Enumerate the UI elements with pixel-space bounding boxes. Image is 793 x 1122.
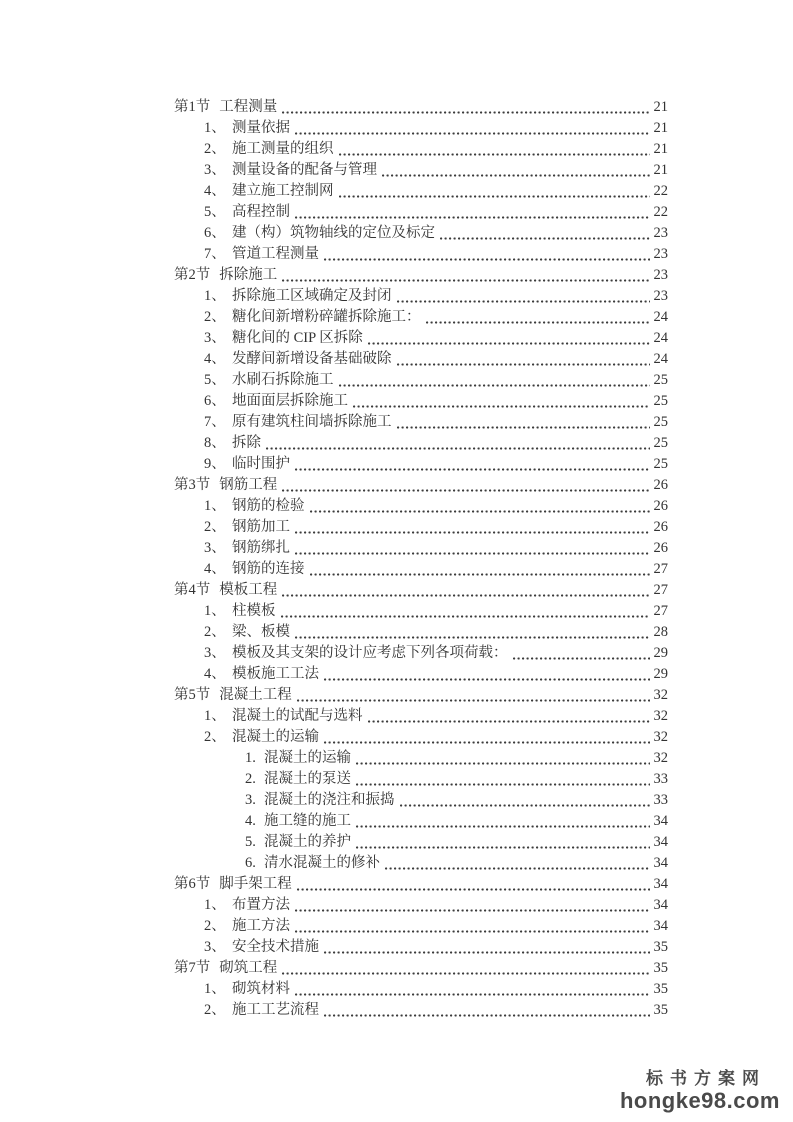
toc-entry-title: 管道工程测量: [232, 246, 319, 262]
toc-entry: [174, 202, 668, 223]
toc-entry-number: 9、: [204, 456, 226, 472]
toc-entry-page: 25: [653, 456, 668, 472]
toc-entry-page: 24: [653, 309, 668, 325]
toc-entry-page: 21: [653, 162, 668, 178]
toc-entry-page: 34: [653, 834, 668, 850]
toc-entry-number: 第1节: [174, 99, 211, 115]
watermark: [620, 1068, 780, 1112]
toc-entry: [174, 307, 668, 328]
toc-entry-title: 建（构）筑物轴线的定位及标定: [232, 225, 435, 241]
toc-entry: [174, 223, 668, 244]
toc-entry-page: 33: [653, 771, 668, 787]
toc-entry-number: 3、: [204, 330, 226, 346]
toc-entry: [174, 937, 668, 958]
toc-entry-title: 安全技术措施: [232, 939, 319, 955]
toc-entry-title: 发酵间新增设备基础破除: [232, 351, 392, 367]
toc-entry-page: 21: [653, 99, 668, 115]
toc-leader-dots: [295, 531, 650, 534]
toc-leader-dots: [297, 888, 650, 891]
toc-entry-page: 27: [653, 582, 668, 598]
toc-leader-dots: [324, 258, 650, 261]
toc-entry-title: 建立施工控制网: [232, 183, 334, 199]
toc-entry: [174, 622, 668, 643]
toc-entry-title: 施工缝的施工: [264, 813, 351, 829]
toc-entry: [174, 664, 668, 685]
toc-entry: [174, 874, 668, 895]
toc-entry-number: 第5节: [174, 687, 211, 703]
toc-entry: [174, 118, 668, 139]
toc-entry-number: 3.: [245, 792, 256, 808]
toc-entry-title: 柱模板: [232, 603, 276, 619]
toc-entry-number: 第2节: [174, 267, 211, 283]
toc-leader-dots: [310, 510, 651, 513]
toc-entry-page: 21: [653, 141, 668, 157]
toc-entry-title: 工程测量: [219, 99, 278, 115]
toc-entry-number: 第4节: [174, 582, 211, 598]
toc-entry-title: 临时围护: [232, 456, 290, 472]
toc-entry-title: 施工工艺流程: [232, 1002, 319, 1018]
toc-entry-page: 25: [653, 435, 668, 451]
toc-entry-number: 3、: [204, 645, 226, 661]
toc-leader-dots: [295, 552, 650, 555]
toc-entry-title: 地面面层拆除施工: [232, 393, 348, 409]
toc-leader-dots: [324, 741, 650, 744]
toc-entry: [174, 97, 668, 118]
toc-entry-number: 1、: [204, 897, 226, 913]
toc-entry: [174, 538, 668, 559]
toc-leader-dots: [513, 657, 651, 660]
toc-entry-title: 水刷石拆除施工: [232, 372, 334, 388]
toc-entry-title: 模板工程: [219, 582, 278, 598]
toc-entry-number: 1、: [204, 708, 226, 724]
watermark-site-name: 标书方案网: [646, 1069, 766, 1088]
toc-entry-title: 高程控制: [232, 204, 290, 220]
toc-entry-page: 24: [653, 330, 668, 346]
toc-leader-dots: [397, 300, 651, 303]
toc-entry: [174, 643, 668, 664]
toc-entry-page: 32: [653, 708, 668, 724]
toc-entry: [174, 748, 668, 769]
toc-entry-title: 混凝土的泵送: [264, 771, 351, 787]
toc-entry-page: 26: [653, 540, 668, 556]
toc-leader-dots: [368, 720, 651, 723]
toc-entry-title: 糖化间的 CIP 区拆除: [232, 330, 363, 346]
toc-entry-page: 35: [653, 981, 668, 997]
toc-entry-title: 钢筋工程: [219, 477, 278, 493]
toc-entry-number: 6.: [245, 855, 256, 871]
toc-leader-dots: [295, 216, 650, 219]
toc-leader-dots: [324, 678, 650, 681]
toc-entry-number: 1、: [204, 603, 226, 619]
toc-entry: [174, 181, 668, 202]
toc-entry-page: 35: [653, 960, 668, 976]
toc-entry-number: 4.: [245, 813, 256, 829]
toc-entry-number: 2、: [204, 1002, 226, 1018]
toc-entry-number: 4、: [204, 351, 226, 367]
toc-leader-dots: [385, 867, 650, 870]
toc-entry-number: 4、: [204, 561, 226, 577]
toc-entry-title: 混凝土的浇注和振捣: [264, 792, 395, 808]
toc-entry-title: 清水混凝土的修补: [264, 855, 380, 871]
toc-entry-page: 26: [653, 477, 668, 493]
toc-entry-page: 32: [653, 687, 668, 703]
toc-entry: [174, 160, 668, 181]
toc-leader-dots: [310, 573, 651, 576]
toc-entry: [174, 958, 668, 979]
toc-entry-title: 砌筑工程: [219, 960, 278, 976]
toc-entry-page: 25: [653, 393, 668, 409]
toc-entry-title: 脚手架工程: [219, 876, 292, 892]
toc-entry-number: 4、: [204, 666, 226, 682]
toc-entry-title: 拆除施工: [219, 267, 278, 283]
toc-leader-dots: [295, 909, 650, 912]
toc-entry: [174, 706, 668, 727]
toc-entry-page: 34: [653, 876, 668, 892]
toc-leader-dots: [282, 594, 650, 597]
toc-entry-number: 2.: [245, 771, 256, 787]
toc-entry-title: 混凝土的运输: [264, 750, 351, 766]
toc-leader-dots: [339, 153, 651, 156]
toc-entry-page: 25: [653, 414, 668, 430]
toc-entry-title: 原有建筑柱间墙拆除施工: [232, 414, 392, 430]
toc-entry: [174, 769, 668, 790]
toc-leader-dots: [397, 363, 651, 366]
toc-entry: [174, 265, 668, 286]
toc-entry-page: 22: [653, 204, 668, 220]
toc-entry-page: 23: [653, 225, 668, 241]
toc-entry-page: 29: [653, 645, 668, 661]
toc-entry: [174, 454, 668, 475]
toc-entry-number: 3、: [204, 939, 226, 955]
toc-entry: [174, 139, 668, 160]
toc-entry-title: 测量设备的配备与管理: [232, 162, 377, 178]
toc-entry-number: 6、: [204, 225, 226, 241]
toc-entry: [174, 811, 668, 832]
toc-leader-dots: [397, 426, 651, 429]
toc-entry-page: 33: [653, 792, 668, 808]
toc-entry: [174, 349, 668, 370]
toc-leader-dots: [282, 111, 650, 114]
toc-entry-number: 2、: [204, 519, 226, 535]
toc-entry-number: 2、: [204, 624, 226, 640]
toc-entry-number: 1、: [204, 981, 226, 997]
toc-entry: [174, 391, 668, 412]
toc-entry-number: 2、: [204, 309, 226, 325]
toc-entry-number: 1、: [204, 288, 226, 304]
toc-entry: [174, 580, 668, 601]
toc-leader-dots: [295, 468, 650, 471]
toc-entry-page: 21: [653, 120, 668, 136]
toc-entry-title: 模板施工工法: [232, 666, 319, 682]
toc-entry-page: 26: [653, 519, 668, 535]
toc-entry-title: 布置方法: [232, 897, 290, 913]
toc-entry: [174, 790, 668, 811]
toc-entry-page: 32: [653, 729, 668, 745]
toc-entry: [174, 601, 668, 622]
toc-leader-dots: [281, 615, 651, 618]
toc-entry-number: 5、: [204, 372, 226, 388]
toc-entry-title: 混凝土的运输: [232, 729, 319, 745]
toc-entry-title: 钢筋的连接: [232, 561, 305, 577]
toc-leader-dots: [356, 762, 650, 765]
toc-leader-dots: [324, 951, 650, 954]
toc-entry-number: 7、: [204, 414, 226, 430]
toc-leader-dots: [295, 132, 650, 135]
toc-entry: [174, 853, 668, 874]
toc-entry-number: 2、: [204, 141, 226, 157]
toc-entry-page: 35: [653, 939, 668, 955]
toc-entry-number: 5.: [245, 834, 256, 850]
toc-entry-page: 35: [653, 1002, 668, 1018]
toc-entry-title: 拆除: [232, 435, 261, 451]
toc-leader-dots: [324, 1014, 650, 1017]
toc-entry: [174, 832, 668, 853]
table-of-contents: [174, 97, 668, 1021]
toc-entry: [174, 370, 668, 391]
toc-entry-page: 34: [653, 918, 668, 934]
toc-entry-page: 25: [653, 372, 668, 388]
watermark-site-url: hongke98.com: [619, 1088, 780, 1113]
toc-entry-number: 3、: [204, 162, 226, 178]
toc-entry-page: 34: [653, 813, 668, 829]
toc-entry-title: 混凝土工程: [219, 687, 292, 703]
toc-entry-page: 34: [653, 855, 668, 871]
toc-entry-number: 1、: [204, 498, 226, 514]
toc-entry: [174, 496, 668, 517]
toc-leader-dots: [426, 321, 651, 324]
toc-entry-title: 钢筋加工: [232, 519, 290, 535]
toc-entry-number: 5、: [204, 204, 226, 220]
toc-entry: [174, 244, 668, 265]
toc-leader-dots: [295, 636, 650, 639]
toc-entry-number: 1.: [245, 750, 256, 766]
toc-entry-title: 钢筋绑扎: [232, 540, 290, 556]
toc-entry: [174, 412, 668, 433]
toc-entry-number: 6、: [204, 393, 226, 409]
toc-leader-dots: [282, 279, 650, 282]
toc-entry-title: 测量依据: [232, 120, 290, 136]
toc-leader-dots: [295, 993, 650, 996]
toc-leader-dots: [382, 174, 650, 177]
toc-entry-title: 混凝土的试配与选料: [232, 708, 363, 724]
toc-entry: [174, 979, 668, 1000]
toc-entry-number: 2、: [204, 918, 226, 934]
toc-leader-dots: [339, 384, 651, 387]
toc-entry: [174, 433, 668, 454]
toc-entry-page: 34: [653, 897, 668, 913]
toc-entry-number: 第7节: [174, 960, 211, 976]
toc-entry: [174, 475, 668, 496]
toc-leader-dots: [356, 825, 650, 828]
toc-entry-number: 2、: [204, 729, 226, 745]
toc-entry-page: 27: [653, 603, 668, 619]
toc-leader-dots: [368, 342, 650, 345]
toc-entry-number: 3、: [204, 540, 226, 556]
toc-leader-dots: [282, 489, 650, 492]
toc-leader-dots: [353, 405, 650, 408]
toc-entry-title: 施工测量的组织: [232, 141, 334, 157]
toc-entry-page: 27: [653, 561, 668, 577]
toc-leader-dots: [356, 783, 650, 786]
toc-leader-dots: [266, 447, 650, 450]
toc-entry: [174, 328, 668, 349]
toc-entry: [174, 286, 668, 307]
toc-entry-title: 拆除施工区域确定及封闭: [232, 288, 392, 304]
toc-entry-title: 梁、板模: [232, 624, 290, 640]
toc-leader-dots: [295, 930, 650, 933]
toc-entry-number: 8、: [204, 435, 226, 451]
toc-entry-title: 混凝土的养护: [264, 834, 351, 850]
toc-entry-title: 糖化间新增粉碎罐拆除施工：: [232, 309, 421, 325]
toc-leader-dots: [297, 699, 650, 702]
toc-entry-page: 32: [653, 750, 668, 766]
toc-entry-page: 29: [653, 666, 668, 682]
toc-leader-dots: [440, 237, 650, 240]
toc-entry: [174, 895, 668, 916]
toc-entry-page: 23: [653, 246, 668, 262]
toc-entry-page: 23: [653, 267, 668, 283]
toc-entry-number: 第3节: [174, 477, 211, 493]
toc-entry-page: 26: [653, 498, 668, 514]
toc-entry: [174, 1000, 668, 1021]
toc-entry-page: 28: [653, 624, 668, 640]
toc-entry: [174, 517, 668, 538]
toc-leader-dots: [356, 846, 650, 849]
toc-entry-title: 砌筑材料: [232, 981, 290, 997]
toc-entry: [174, 685, 668, 706]
toc-entry: [174, 916, 668, 937]
toc-entry-number: 4、: [204, 183, 226, 199]
toc-entry: [174, 727, 668, 748]
toc-entry-number: 第6节: [174, 876, 211, 892]
toc-entry-number: 7、: [204, 246, 226, 262]
toc-entry-title: 模板及其支架的设计应考虑下列各项荷载：: [232, 645, 508, 661]
toc-entry-page: 23: [653, 288, 668, 304]
toc-entry-page: 22: [653, 183, 668, 199]
toc-leader-dots: [339, 195, 651, 198]
toc-entry-page: 24: [653, 351, 668, 367]
toc-entry: [174, 559, 668, 580]
toc-leader-dots: [400, 804, 651, 807]
toc-entry-title: 钢筋的检验: [232, 498, 305, 514]
toc-entry-title: 施工方法: [232, 918, 290, 934]
toc-entry-number: 1、: [204, 120, 226, 136]
toc-leader-dots: [282, 972, 650, 975]
